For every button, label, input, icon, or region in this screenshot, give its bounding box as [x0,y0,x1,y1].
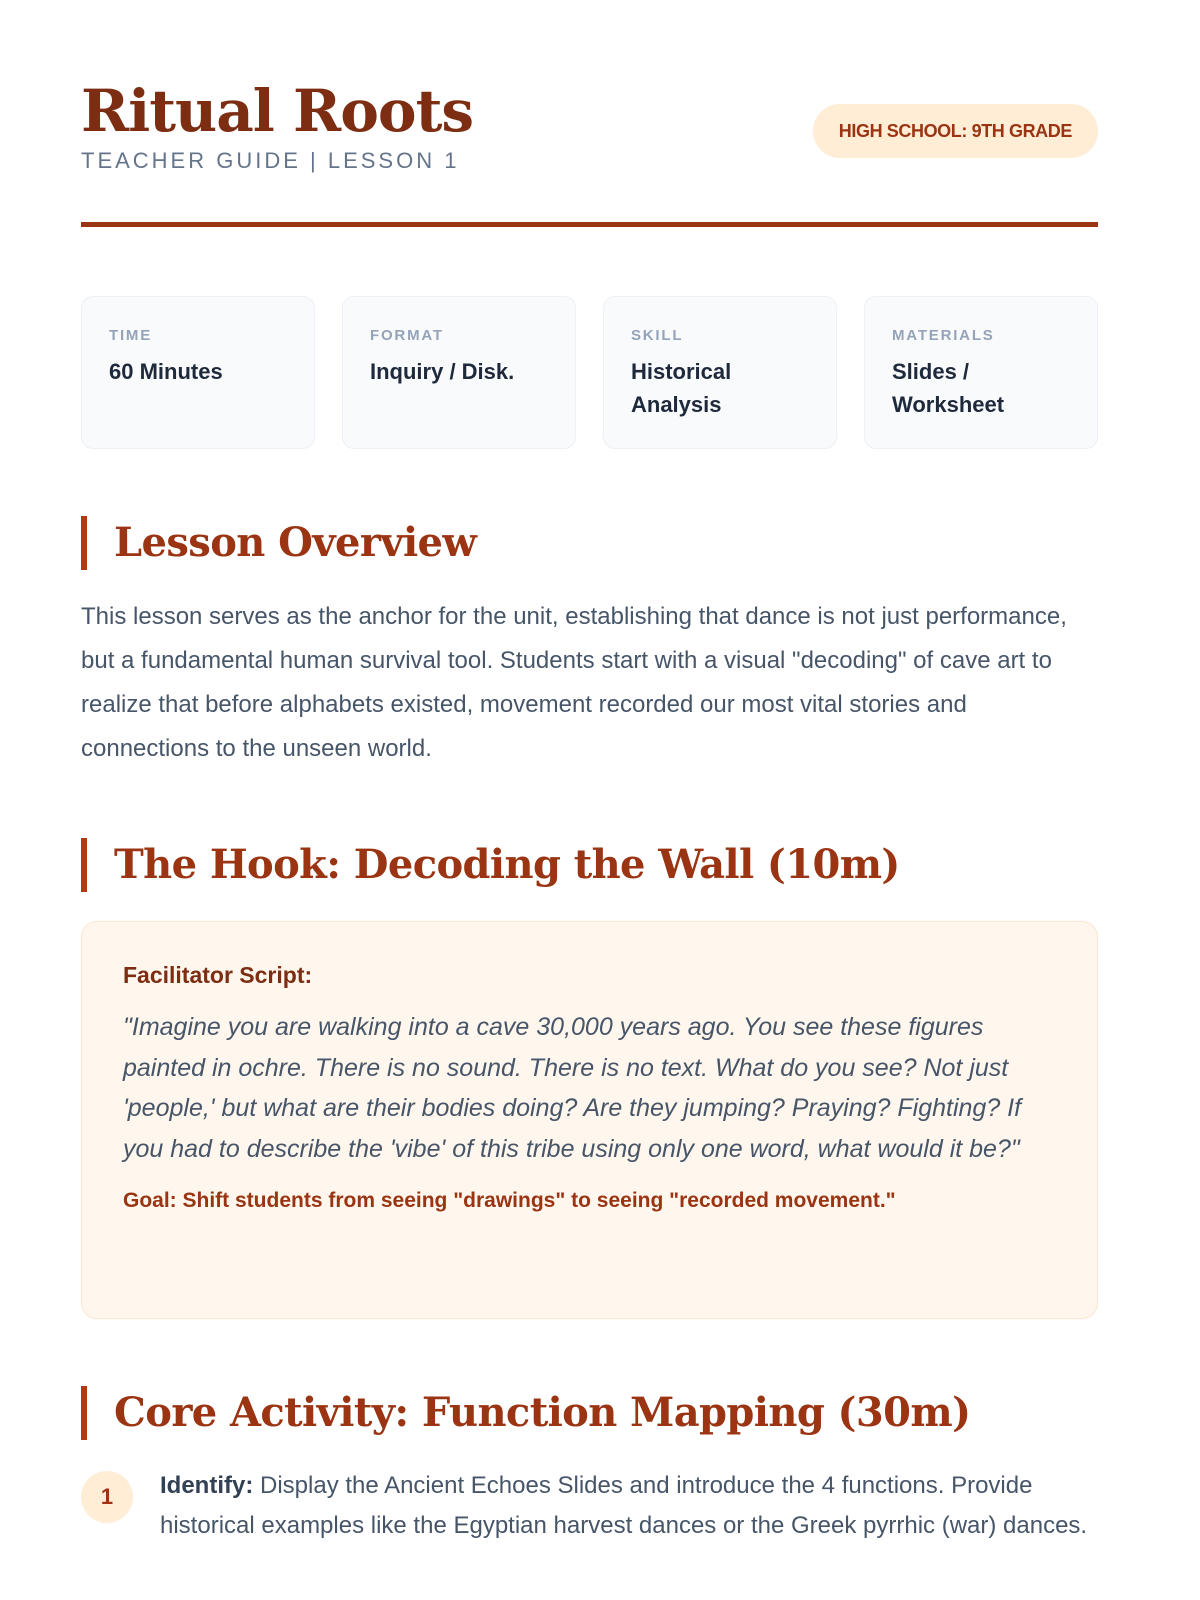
script-label: Facilitator Script: [123,962,313,988]
page-subtitle: TEACHER GUIDE | LESSON 1 [81,148,460,173]
meta-card-skill [603,296,837,449]
activity-steps [81,1466,1098,1546]
step-label: Identify: [160,1472,254,1499]
meta-label: TIME [109,327,153,344]
meta-card-materials [864,296,1098,449]
section-heading-hook: The Hook: Decoding the Wall (10m) [81,837,1098,893]
step-description: Display the Ancient Echoes Slides and introduce the 4 functions. Provide historical examples like the Egyptian harvest dances or the Greek pyrrhic (war) dances. [160,1472,1088,1539]
meta-card-format [342,296,576,449]
meta-label: FORMAT [370,327,444,344]
meta-value: 60 Minutes [109,359,223,384]
overview-text: This lesson serves as the anchor for the unit, establishing that dance is not just performance, but a fundamental human survival tool. Students start with a visual "decoding" of cave art to realize that before alphabets existed, movement recorded our most vital stories and connections to the unseen world. [81,603,1067,762]
meta-label: MATERIALS [892,327,995,344]
meta-card-time [81,296,315,449]
meta-label: SKILL [631,327,684,344]
grade-badge: HIGH SCHOOL: 9TH GRADE [813,104,1098,158]
script-quote: "Imagine you are walking into a cave 30,000 years ago. You see these figures painted in ochre. There is no sound. There is no text. What do you see? Not just 'people,' but what are their bodies doing? Are they jumping? Praying? Fighting? If you had to describe the 'vibe' of this tribe using only one word, what would it be?" [123,1013,1022,1163]
script-goal: Goal: Shift students from seeing "drawings" to seeing "recorded movement." [123,1189,896,1212]
meta-value: Slides / Worksheet [892,359,1005,417]
step-item [81,1466,1098,1546]
header-divider [81,222,1098,227]
step-text [160,1466,1098,1546]
section-heading-overview: Lesson Overview [81,515,1098,571]
meta-value: Historical Analysis [631,359,732,417]
step-number: 1 [81,1471,133,1523]
meta-value: Inquiry / Disk. [370,359,515,384]
page-title: Ritual Roots [81,77,474,145]
section-heading-core-activity: Core Activity: Function Mapping (30m) [81,1385,1098,1441]
page-header [81,0,1098,227]
lesson-meta-grid [81,296,1098,449]
facilitator-script-callout [81,921,1098,1319]
